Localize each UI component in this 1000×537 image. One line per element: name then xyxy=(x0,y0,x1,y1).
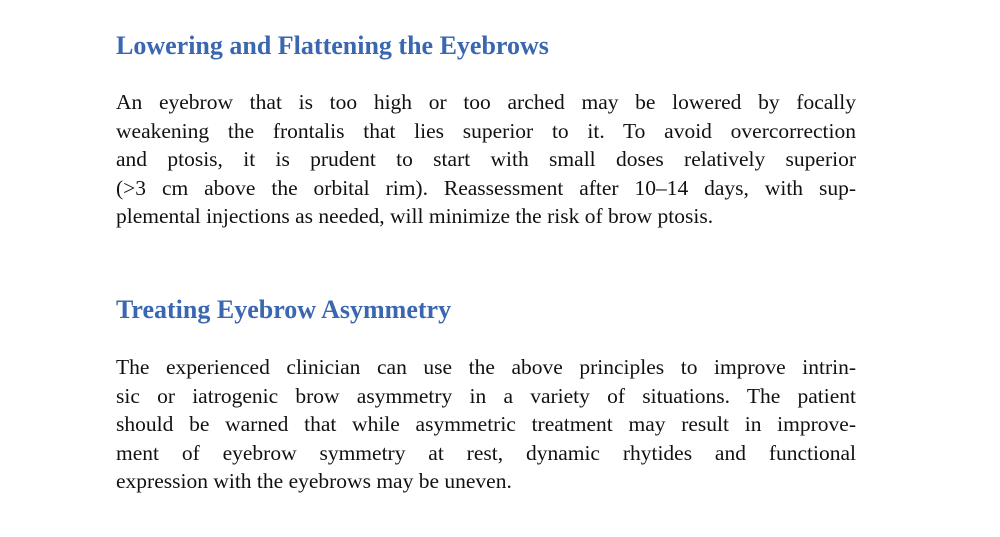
text-line: ment of eyebrow symmetry at rest, dynamic rhytides and functional xyxy=(116,440,856,465)
text-line: expression with the eyebrows may be uneven. xyxy=(116,469,512,493)
text-line: sic or iatrogenic brow asymmetry in a variety of situations. The patient xyxy=(116,383,856,408)
text-line: An eyebrow that is too high or too arched may be lowered by focally xyxy=(116,90,856,114)
section-heading-eyebrow-asymmetry: Treating Eyebrow Asymmetry xyxy=(116,295,452,324)
text-line: (>3 cm above the orbital rim). Reassessment after 10–14 days, with sup- xyxy=(116,175,856,200)
text-line: The experienced clinician can use the above principles to improve intrin- xyxy=(116,355,856,379)
text-line: weakening the frontalis that lies superior to it. To avoid overcorrection xyxy=(116,118,856,143)
text-line: and ptosis, it is prudent to start with small doses relatively superior xyxy=(116,147,856,171)
text-line: plemental injections as needed, will minimize the risk of brow ptosis. xyxy=(116,204,714,228)
text-line: should be warned that while asymmetric treatment may result in improve- xyxy=(116,412,856,436)
section-heading-lowering-flattening: Lowering and Flattening the Eyebrows xyxy=(116,31,549,60)
paragraph-lowering-flattening xyxy=(116,88,856,231)
paragraph-eyebrow-asymmetry xyxy=(116,353,856,496)
